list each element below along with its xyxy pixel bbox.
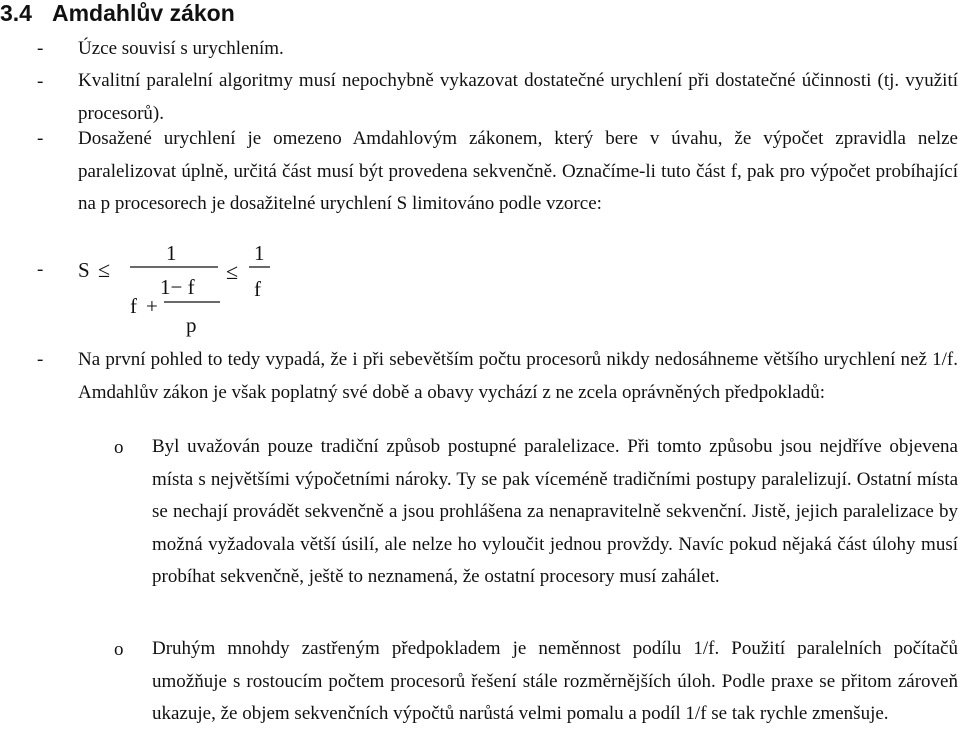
amdahl-formula — [0, 236, 400, 346]
formula-leq: ≤ — [98, 257, 111, 282]
list-dash: - — [37, 38, 44, 59]
formula-leq-2: ≤ — [226, 259, 239, 284]
list-item: Úzce souvisí s urychlením. — [78, 38, 284, 59]
formula-rhs-denominator: f — [254, 277, 261, 301]
formula-inner-numerator: 1− f — [160, 275, 195, 299]
sub-list-item: Byl uvažován pouze tradiční způsob postupné paralelizace. Při tomto způsobu jsou nejdříve objevena místa s největšími výpočetními nároky. Ty se pak víceméně tradičními postupy paralelizují. Ostatní místa se nechají provádět sekvenčně a jsou prohlášena za nenapravitelně sekvenční. Jistě, jejich paralelizace by možná vyžadovala větší úsilí, ale nelze ho vyloučit jednou provždy. Navíc pokud nějaká část úlohy musí probíhat sekvenčně, ještě to neznamená, že ostatní procesory musí zahálet. — [152, 436, 958, 587]
list-bullet: o — [114, 437, 124, 458]
list-dash: - — [37, 259, 44, 280]
list-item: Dosažené urychlení je omezeno Amdahlovým zákonem, který bere v úvahu, že výpočet zpravidla nelze paralelizovat úplně, určitá část musí být provedena sekvenčně. Označíme-li tuto část f, pak pro výpočet probíhající na p procesorech je dosažitelné urychlení S limitováno podle vzorce: — [78, 128, 958, 215]
list-dash: - — [37, 349, 44, 370]
list-item: Na první pohled to tedy vypadá, že i při sebevětším počtu procesorů nikdy nedosáhneme většího urychlení než 1/f. Amdahlův zákon je však poplatný své době a obavy vychází z ne zcela oprávněných předpokladů: — [78, 349, 958, 403]
section-title: Amdahlův zákon — [52, 0, 235, 26]
formula-rhs-numerator: 1 — [254, 241, 265, 265]
list-item: Kvalitní paralelní algoritmy musí nepochybně vykazovat dostatečné urychlení při dostatečné účinnosti (tj. využití procesorů). — [78, 70, 958, 124]
list-bullet: o — [114, 639, 124, 660]
list-dash: - — [37, 71, 44, 92]
formula-plus: + — [146, 294, 158, 318]
section-heading — [0, 0, 235, 26]
list-dash: - — [37, 128, 44, 149]
formula-f-term: f — [130, 294, 137, 318]
sub-list-item: Druhým mnohdy zastřeným předpokladem je neměnnost podílu 1/f. Použití paralelních počítačů umožňuje s rostoucím počtem procesorů řešení stále rozměrnějších úloh. Podle praxe se přitom zároveň ukazuje, že objem sekvenčních výpočtů narůstá velmi pomalu a podíl 1/f se tak rychle zmenšuje. — [152, 638, 958, 724]
section-number: 3.4 — [0, 0, 32, 26]
formula-inner-denominator: p — [186, 313, 197, 337]
formula-numerator: 1 — [166, 241, 177, 265]
formula-lhs: S — [78, 258, 90, 282]
